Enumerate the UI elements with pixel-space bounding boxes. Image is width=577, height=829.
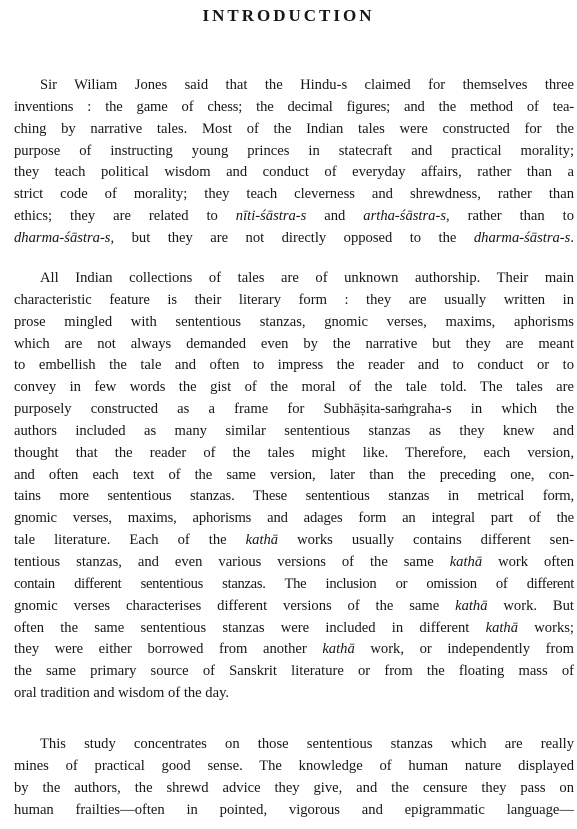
text-line: convey in few words the gist of the moral of the tale told. The tales are <box>14 379 574 396</box>
text-line: contain different sententious stanzas. The inclusion or omission of different <box>14 575 574 592</box>
text-line: to embellish the tale and often to impress the reader and to conduct or to <box>14 357 574 374</box>
text-line: tale literature. Each of the kathā works usually contains different sen- <box>14 532 574 549</box>
italic-term: dharma-śāstra-s <box>14 229 111 246</box>
text-line: prose mingled with sententious stanzas, gnomic verses, maxims, aphorisms <box>14 313 574 330</box>
text-line: purposely constructed as a frame for Subhāṣita-saṁgraha-s in which the <box>14 401 574 418</box>
text-line: dharma-śāstra-s, but they are not directly opposed to the dharma-śāstra-s. <box>14 229 574 246</box>
text-line: they were either borrowed from another kathā work, or independently from <box>14 641 574 658</box>
text-line: characteristic feature is their literary form : they are usually written in <box>14 291 574 308</box>
text-line: oral tradition and wisdom of the day. <box>14 685 230 702</box>
text-line: gnomic verses, maxims, aphorisms and adages form an integral part of the <box>14 510 574 527</box>
text-line: inventions : the game of chess; the decimal figures; and the method of tea- <box>14 98 574 115</box>
italic-term: kathā <box>449 553 483 570</box>
italic-term: dharma-śāstra-s <box>473 229 571 246</box>
paragraph-2 <box>14 268 574 705</box>
text-line: Sir Wiliam Jones said that the Hindu-s claimed for themselves three <box>40 77 574 93</box>
italic-term: kathā <box>455 597 488 614</box>
italic-term: kathā <box>322 641 355 658</box>
text-line: which are not always demanded even by the narrative but they are meant <box>14 335 574 352</box>
text-line: gnomic verses characterises different versions of the same kathā work. But <box>14 597 574 614</box>
paragraph-1 <box>14 75 574 250</box>
text-line: strict code of morality; they teach cleverness and shrewdness, rather than <box>14 186 574 203</box>
italic-term: nīti-śāstra-s <box>235 208 307 225</box>
text-line: they teach political wisdom and conduct of everyday affairs, rather than a <box>14 164 574 181</box>
text-line: This study concentrates on those sententious stanzas which are really <box>40 736 574 752</box>
italic-term: kathā <box>245 532 279 549</box>
text-line: mines of practical good sense. The knowledge of human nature displayed <box>14 757 574 774</box>
text-line: thought that the reader of the tales might like. Therefore, each version, <box>14 444 574 461</box>
text-line: human frailties—often in pointed, vigorous and epigrammatic language— <box>14 801 574 818</box>
italic-term: artha-śāstra-s <box>363 208 447 225</box>
text-line: tains more sententious stanzas. These sententious stanzas in metrical form, <box>14 488 574 505</box>
text-line: purpose of instructing young princes in statecraft and practical morality; <box>14 142 574 159</box>
italic-term: kathā <box>485 619 519 636</box>
text-line: by the authors, the shrewd advice they give, and the censure they pass on <box>14 779 574 796</box>
text-line: the same primary source of Sanskrit literature or from the floating mass of <box>14 663 574 680</box>
paragraph-3 <box>14 734 574 821</box>
text-line: ching by narrative tales. Most of the Indian tales were constructed for the <box>14 120 574 137</box>
text-line: ethics; they are related to nīti-śāstra-s and artha-śāstra-s, rather than to <box>14 208 574 225</box>
text-line: All Indian collections of tales are of unknown authorship. Their main <box>40 270 574 286</box>
text-line: tentious stanzas, and even various versions of the same kathā work often <box>14 553 574 570</box>
text-line: authors included as many similar sententious stanzas as they knew and <box>14 422 574 439</box>
text-line: and often each text of the same version, later than the preceding one, con- <box>14 466 574 483</box>
text-line: often the same sententious stanzas were included in different kathā works; <box>14 619 574 636</box>
page-title: INTRODUCTION <box>202 6 375 25</box>
